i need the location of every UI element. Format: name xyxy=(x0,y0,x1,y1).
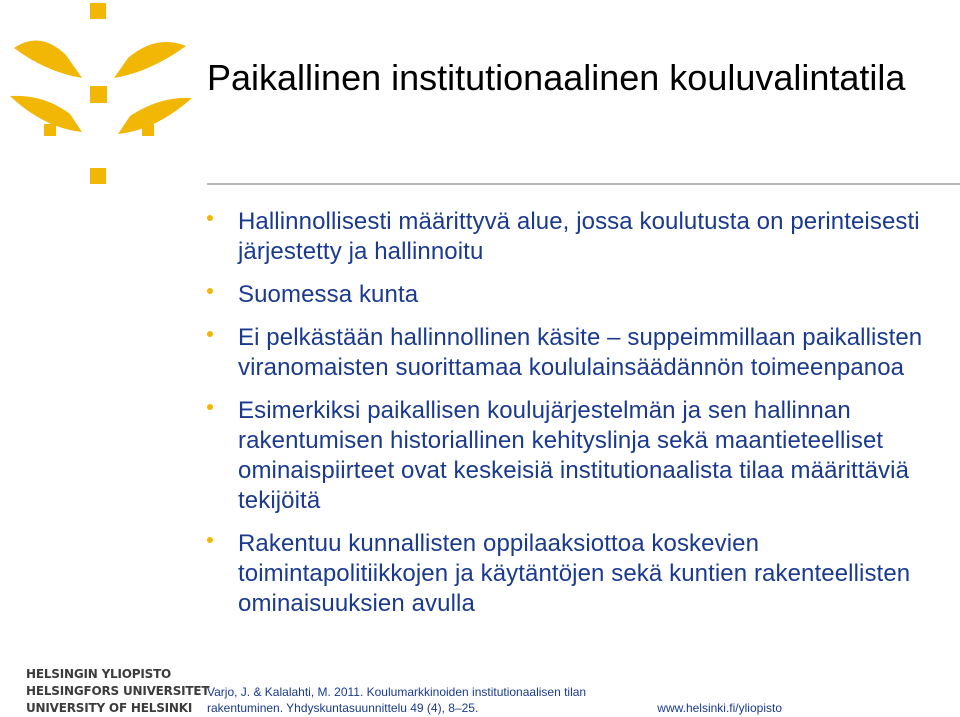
bullet-dot-icon xyxy=(207,215,213,221)
bullet-text: Rakentuu kunnallisten oppilaaksiottoa koskevien toimintapolitiikkojen ja käytäntöjen sekä kuntien rakenteellisten ominaisuuksien avulla xyxy=(238,530,911,617)
logo-arm-upper-right xyxy=(114,42,186,78)
bullet-dot-icon xyxy=(207,404,213,410)
wordmark-english: UNIVERSITY OF HELSINKI xyxy=(26,701,193,715)
logo-square-top xyxy=(90,3,106,19)
bullet-item xyxy=(207,323,952,383)
university-wordmark xyxy=(26,666,210,717)
title-divider xyxy=(207,183,960,185)
bullet-item xyxy=(207,529,952,619)
bullet-dot-icon xyxy=(207,537,213,543)
bullet-dot-icon xyxy=(207,331,213,337)
bullet-dot-icon xyxy=(207,288,213,294)
citation-line-2: rakentuminen. Yhdyskuntasuunnittelu 49 (4), 8–25. xyxy=(207,701,479,715)
bullet-text: Hallinnollisesti määrittyvä alue, jossa koulutusta on perinteisesti järjestetty ja hallinnoitu xyxy=(238,208,920,265)
logo-square-bottom xyxy=(90,168,106,184)
logo-arm-lower-right xyxy=(118,98,192,134)
wordmark-swedish: HELSINGFORS UNIVERSITET xyxy=(26,684,210,698)
bullet-item xyxy=(207,396,952,516)
website-url: www.helsinki.fi/yliopisto xyxy=(657,701,782,715)
citation-line-1: Varjo, J. & Kalalahti, M. 2011. Koulumarkkinoiden institutionaalisen tilan xyxy=(207,685,587,699)
bullet-item xyxy=(207,280,952,310)
bullet-text: Ei pelkästään hallinnollinen käsite – suppeimmillaan paikallisten viranomaisten suorittamaa koululainsäädännön toimeenpanoa xyxy=(238,324,923,381)
bullet-item xyxy=(207,207,952,267)
logo-arm-upper-left xyxy=(14,40,82,78)
logo-square-left xyxy=(44,124,56,136)
logo-square-center xyxy=(90,86,107,103)
wordmark-finnish: HELSINGIN YLIOPISTO xyxy=(26,667,172,681)
bullet-text: Esimerkiksi paikallisen koulujärjestelmän ja sen hallinnan rakentumisen historiallinen kehityslinja sekä maantieteelliset ominaispiirteet ovat keskeisiä institutionaalista tilaa määrittäviä tekijöitä xyxy=(238,397,910,514)
logo-square-right xyxy=(142,124,154,136)
citation xyxy=(207,684,647,716)
bullet-list xyxy=(207,207,952,619)
bullet-text: Suomessa kunta xyxy=(238,281,419,308)
slide-title: Paikallinen institutionaalinen kouluvalintatila xyxy=(207,57,906,98)
university-flame-logo xyxy=(0,0,200,200)
